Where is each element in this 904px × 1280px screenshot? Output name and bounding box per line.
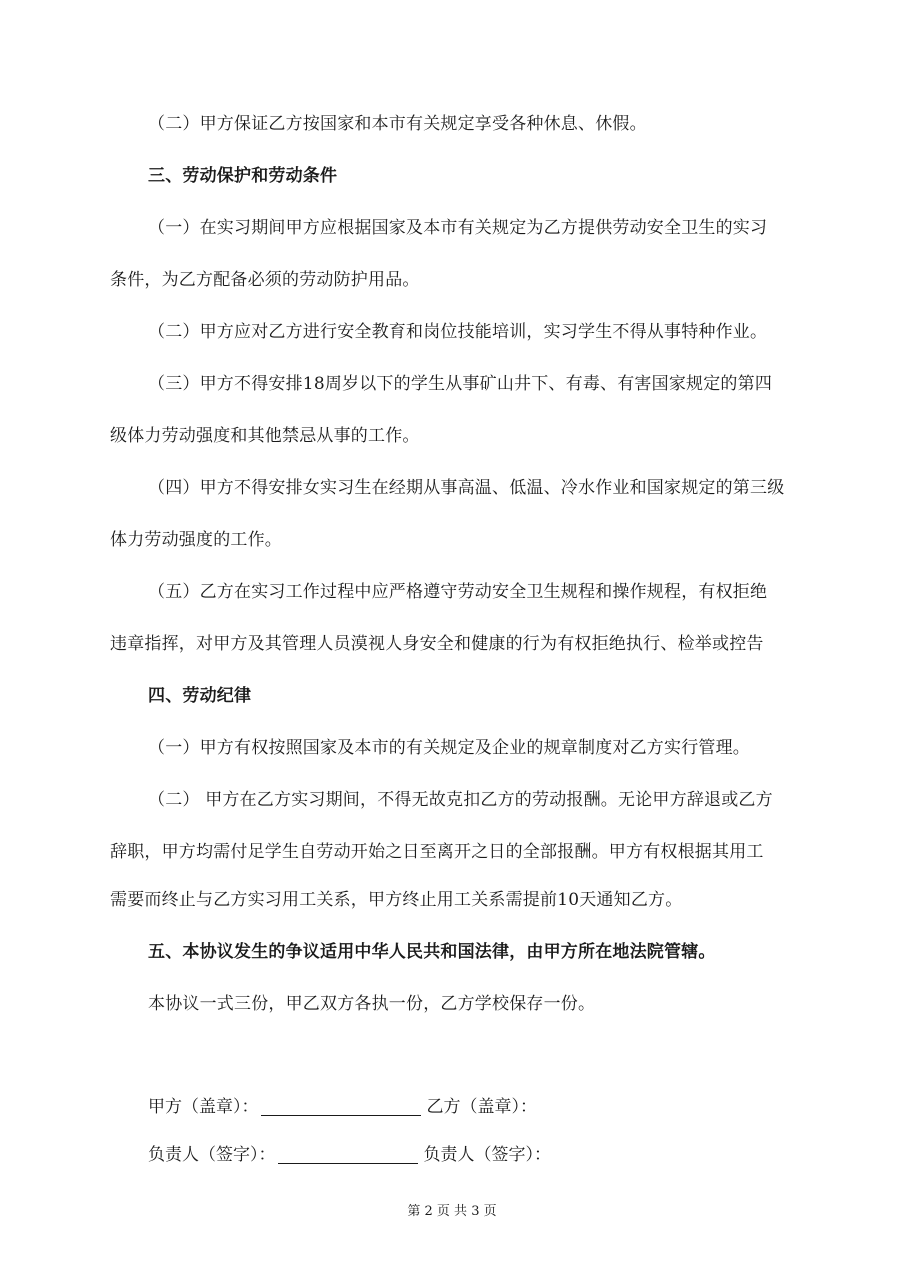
paragraph-minor-restrictions-line2: 级体力劳动强度和其他禁忌从事的工作。 bbox=[110, 426, 420, 446]
section-heading-dispute: 五、本协议发生的争议适用中华人民共和国法律，由甲方所在地法院管辖。 bbox=[148, 942, 716, 962]
paragraph-remuneration-line1: （二） 甲方在乙方实习期间，不得无故克扣乙方的劳动报酬。无论甲方辞退或乙方 bbox=[148, 790, 773, 810]
paragraph-copies: 本协议一式三份，甲乙双方各执一份，乙方学校保存一份。 bbox=[148, 994, 596, 1014]
party-b-seal-label: 乙方（盖章）： bbox=[426, 1097, 537, 1117]
paragraph-remuneration-line2: 辞职，甲方均需付足学生自劳动开始之日至离开之日的全部报酬。甲方有权根据其用工 bbox=[110, 842, 764, 862]
section-heading-labor-protection: 三、劳动保护和劳动条件 bbox=[148, 166, 338, 186]
paragraph-safety-conditions-line2: 条件，为乙方配备必须的劳动防护用品。 bbox=[110, 270, 420, 290]
signature-row bbox=[148, 1143, 551, 1167]
paragraph-female-interns-line1: （四）甲方不得安排女实习生在经期从事高温、低温、冷水作业和国家规定的第三级 bbox=[148, 478, 785, 498]
paragraph-minor-restrictions-line1: （三）甲方不得安排18周岁以下的学生从事矿山井下、有毒、有害国家规定的第四 bbox=[148, 374, 773, 394]
paragraph-safety-training: （二）甲方应对乙方进行安全教育和岗位技能培训，实习学生不得从事特种作业。 bbox=[148, 322, 768, 342]
party-a-seal-label: 甲方（盖章）： bbox=[148, 1097, 259, 1117]
paragraph-management: （一）甲方有权按照国家及本市的有关规定及企业的规章制度对乙方实行管理。 bbox=[148, 738, 750, 758]
party-a-sign-label: 负责人（签字）： bbox=[148, 1145, 276, 1165]
party-a-seal-blank[interactable] bbox=[261, 1097, 421, 1116]
paragraph-remuneration-line3: 需要而终止与乙方实习用工关系，甲方终止用工关系需提前10天通知乙方。 bbox=[110, 890, 683, 910]
section-heading-labor-discipline: 四、劳动纪律 bbox=[148, 686, 252, 706]
party-b-sign-label: 负责人（签字）： bbox=[423, 1145, 551, 1165]
seal-row bbox=[148, 1095, 537, 1119]
page-number-footer: 第 2 页 共 3 页 bbox=[407, 1204, 497, 1219]
party-a-sign-blank[interactable] bbox=[278, 1145, 418, 1164]
paragraph-compliance-line2: 违章指挥，对甲方及其管理人员漠视人身安全和健康的行为有权拒绝执行、检举或控告 bbox=[110, 634, 764, 654]
paragraph-female-interns-line2: 体力劳动强度的工作。 bbox=[110, 530, 282, 550]
paragraph-compliance-line1: （五）乙方在实习工作过程中应严格遵守劳动安全卫生规程和操作规程，有权拒绝 bbox=[148, 582, 768, 602]
paragraph-safety-conditions-line1: （一）在实习期间甲方应根据国家及本市有关规定为乙方提供劳动安全卫生的实习 bbox=[148, 218, 768, 238]
paragraph-rest-leave: （二）甲方保证乙方按国家和本市有关规定享受各种休息、休假。 bbox=[148, 114, 647, 134]
